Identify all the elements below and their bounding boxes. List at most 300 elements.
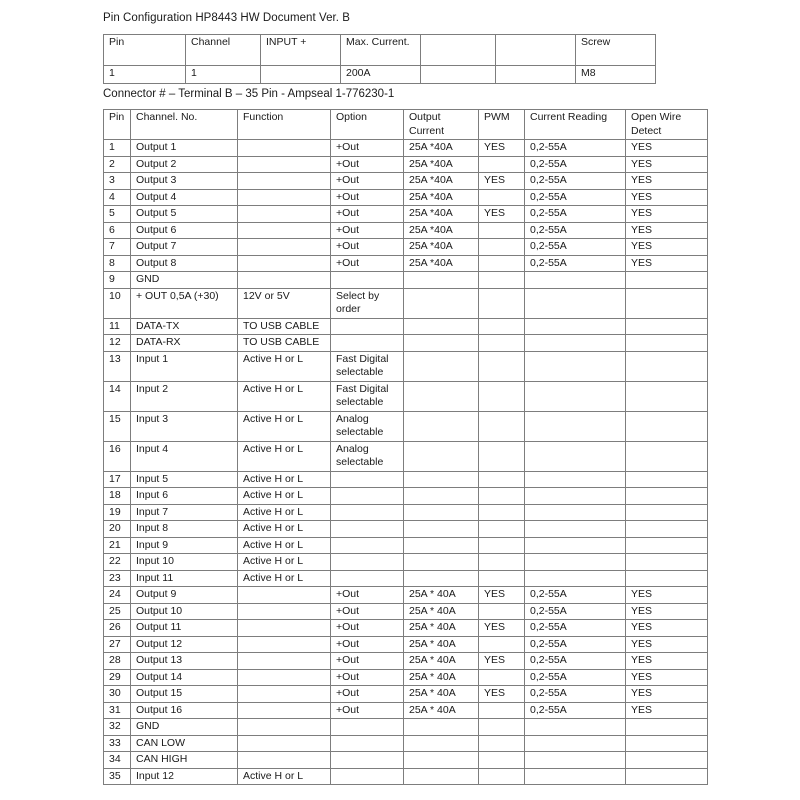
- table-cell: Output 8: [131, 255, 238, 272]
- table-cell: 0,2-55A: [525, 156, 626, 173]
- table-cell: [331, 570, 404, 587]
- column-header-7: Open Wire Detect: [626, 110, 708, 140]
- table-cell: [331, 768, 404, 785]
- table-cell: [479, 288, 525, 318]
- table-cell: [238, 140, 331, 157]
- table-cell: Analog selectable: [331, 441, 404, 471]
- table-cell: 16: [104, 441, 131, 471]
- table-cell: [525, 318, 626, 335]
- table-row: [104, 636, 708, 653]
- column-header-5: [496, 35, 576, 66]
- table-cell: 25A * 40A: [404, 669, 479, 686]
- table-cell: Fast Digital selectable: [331, 381, 404, 411]
- table-cell: 34: [104, 752, 131, 769]
- table-cell: [525, 504, 626, 521]
- table-cell: [479, 222, 525, 239]
- table-cell: [238, 603, 331, 620]
- table-cell: 8: [104, 255, 131, 272]
- table-cell: DATA-TX: [131, 318, 238, 335]
- table-cell: 0,2-55A: [525, 587, 626, 604]
- table-cell: [525, 537, 626, 554]
- table-cell: Analog selectable: [331, 411, 404, 441]
- table-cell: [626, 537, 708, 554]
- table-cell: YES: [626, 603, 708, 620]
- table-cell: [525, 768, 626, 785]
- table-cell: [238, 752, 331, 769]
- table-cell: 0,2-55A: [525, 686, 626, 703]
- table-cell: [238, 173, 331, 190]
- column-header-0: Pin: [104, 35, 186, 66]
- table-cell: 5: [104, 206, 131, 223]
- table-cell: [404, 752, 479, 769]
- table-cell: [525, 521, 626, 538]
- table-cell: 0,2-55A: [525, 603, 626, 620]
- table-cell: Output 16: [131, 702, 238, 719]
- table-cell: [479, 768, 525, 785]
- table-cell: 0,2-55A: [525, 669, 626, 686]
- table-cell: 4: [104, 189, 131, 206]
- table-cell: Input 1: [131, 351, 238, 381]
- table-cell: YES: [626, 702, 708, 719]
- table-cell: YES: [626, 173, 708, 190]
- table-row: [104, 620, 708, 637]
- connector-caption: Connector # – Terminal B – 35 Pin - Ampseal 1-776230-1: [103, 88, 395, 100]
- table-cell: YES: [626, 239, 708, 256]
- table-cell: [238, 206, 331, 223]
- table-cell: [479, 537, 525, 554]
- table-cell: Output 2: [131, 156, 238, 173]
- table-cell: 25A * 40A: [404, 702, 479, 719]
- table-cell: 25A *40A: [404, 140, 479, 157]
- table-cell: +Out: [331, 255, 404, 272]
- table-cell: 25A *40A: [404, 239, 479, 256]
- table-cell: 26: [104, 620, 131, 637]
- table-cell: [626, 381, 708, 411]
- table-cell: [404, 335, 479, 352]
- table-cell: [479, 554, 525, 571]
- table-cell: 0,2-55A: [525, 206, 626, 223]
- table-cell: 0,2-55A: [525, 620, 626, 637]
- table-cell: 25A * 40A: [404, 587, 479, 604]
- table-cell: 15: [104, 411, 131, 441]
- table-cell: YES: [479, 620, 525, 637]
- table-cell: [626, 752, 708, 769]
- table-cell: [404, 272, 479, 289]
- table-row: [104, 488, 708, 505]
- table-row: [104, 173, 708, 190]
- table-cell: [238, 620, 331, 637]
- table-cell: 22: [104, 554, 131, 571]
- table-cell: [626, 351, 708, 381]
- table-cell: [479, 488, 525, 505]
- table-cell: [479, 669, 525, 686]
- column-header-0: Pin: [104, 110, 131, 140]
- table-cell: [404, 537, 479, 554]
- table-cell: 0,2-55A: [525, 222, 626, 239]
- table-cell: 11: [104, 318, 131, 335]
- table-cell: YES: [626, 587, 708, 604]
- table-cell: [404, 318, 479, 335]
- table-cell: [525, 411, 626, 441]
- table-cell: +Out: [331, 620, 404, 637]
- table-cell: [238, 222, 331, 239]
- table-cell: Output 4: [131, 189, 238, 206]
- table-cell: [421, 66, 496, 84]
- table-cell: [525, 488, 626, 505]
- table-row: [104, 335, 708, 352]
- table-cell: [404, 441, 479, 471]
- table-cell: [525, 471, 626, 488]
- table-cell: 25A *40A: [404, 222, 479, 239]
- column-header-1: Channel. No.: [131, 110, 238, 140]
- table-cell: 25A *40A: [404, 173, 479, 190]
- table-cell: 27: [104, 636, 131, 653]
- table-cell: +Out: [331, 239, 404, 256]
- table-cell: TO USB CABLE: [238, 335, 331, 352]
- table-cell: 25A * 40A: [404, 686, 479, 703]
- table-cell: YES: [479, 587, 525, 604]
- column-header-5: PWM: [479, 110, 525, 140]
- table-cell: 0,2-55A: [525, 140, 626, 157]
- table-cell: +Out: [331, 669, 404, 686]
- table-cell: [626, 735, 708, 752]
- table-cell: [479, 636, 525, 653]
- column-header-6: Screw: [576, 35, 656, 66]
- column-header-6: Current Reading: [525, 110, 626, 140]
- table-cell: Fast Digital selectable: [331, 351, 404, 381]
- table-cell: 0,2-55A: [525, 239, 626, 256]
- table-cell: [238, 636, 331, 653]
- table-row: [104, 351, 708, 381]
- table-row: [104, 768, 708, 785]
- table-cell: Input 8: [131, 521, 238, 538]
- table-cell: YES: [626, 140, 708, 157]
- table-row: [104, 686, 708, 703]
- table-cell: [626, 272, 708, 289]
- table-cell: YES: [626, 255, 708, 272]
- table-cell: [331, 554, 404, 571]
- table-cell: [626, 288, 708, 318]
- table-cell: [479, 272, 525, 289]
- column-header-3: Max. Current.: [341, 35, 421, 66]
- table-cell: [331, 735, 404, 752]
- table-cell: TO USB CABLE: [238, 318, 331, 335]
- table-row: [104, 719, 708, 736]
- table-cell: [626, 471, 708, 488]
- table-cell: [238, 272, 331, 289]
- table-cell: +Out: [331, 222, 404, 239]
- table-cell: [626, 335, 708, 352]
- table-cell: [404, 471, 479, 488]
- table-cell: [479, 318, 525, 335]
- table-cell: [626, 570, 708, 587]
- table-cell: 28: [104, 653, 131, 670]
- table-cell: Active H or L: [238, 351, 331, 381]
- table-cell: Select by order: [331, 288, 404, 318]
- table-row: [104, 603, 708, 620]
- table-cell: +Out: [331, 587, 404, 604]
- table-cell: Active H or L: [238, 471, 331, 488]
- table-cell: [238, 702, 331, 719]
- table-cell: +Out: [331, 173, 404, 190]
- table-cell: [479, 441, 525, 471]
- table-cell: [404, 521, 479, 538]
- table-cell: Input 2: [131, 381, 238, 411]
- table-row: [104, 587, 708, 604]
- table-cell: 1: [186, 66, 261, 84]
- table-cell: Input 12: [131, 768, 238, 785]
- table-cell: [479, 471, 525, 488]
- table-cell: Output 3: [131, 173, 238, 190]
- table-cell: 0,2-55A: [525, 653, 626, 670]
- table-row: [104, 702, 708, 719]
- table-cell: +Out: [331, 603, 404, 620]
- table-cell: YES: [479, 653, 525, 670]
- table-cell: YES: [626, 156, 708, 173]
- table-cell: 25A *40A: [404, 255, 479, 272]
- table-cell: Output 12: [131, 636, 238, 653]
- table-cell: 18: [104, 488, 131, 505]
- table-cell: [331, 752, 404, 769]
- table-cell: +Out: [331, 702, 404, 719]
- table-cell: [525, 272, 626, 289]
- table-cell: Output 10: [131, 603, 238, 620]
- table-cell: 0,2-55A: [525, 189, 626, 206]
- table-cell: YES: [479, 686, 525, 703]
- table-cell: Input 10: [131, 554, 238, 571]
- table-cell: 25A *40A: [404, 156, 479, 173]
- table-cell: [525, 570, 626, 587]
- table-row: [104, 156, 708, 173]
- column-header-1: Channel: [186, 35, 261, 66]
- column-header-3: Option: [331, 110, 404, 140]
- table-cell: [404, 488, 479, 505]
- table-cell: 29: [104, 669, 131, 686]
- table-cell: YES: [479, 206, 525, 223]
- table-cell: YES: [626, 206, 708, 223]
- column-header-2: Function: [238, 110, 331, 140]
- table-cell: 7: [104, 239, 131, 256]
- table-cell: YES: [626, 620, 708, 637]
- table-cell: Output 11: [131, 620, 238, 637]
- table-cell: Input 4: [131, 441, 238, 471]
- table-cell: 10: [104, 288, 131, 318]
- table-cell: GND: [131, 272, 238, 289]
- table-cell: [331, 318, 404, 335]
- table-row: [104, 537, 708, 554]
- table-cell: YES: [626, 686, 708, 703]
- table-cell: CAN HIGH: [131, 752, 238, 769]
- table-cell: [238, 255, 331, 272]
- table-cell: 6: [104, 222, 131, 239]
- table-header-row: [104, 110, 708, 140]
- pin-configuration-table: [103, 109, 708, 785]
- table-cell: Active H or L: [238, 488, 331, 505]
- table-row: [104, 318, 708, 335]
- table-cell: [331, 521, 404, 538]
- table-cell: [238, 653, 331, 670]
- table-cell: [525, 381, 626, 411]
- table-cell: [331, 537, 404, 554]
- table-cell: Output 13: [131, 653, 238, 670]
- table-cell: 1: [104, 140, 131, 157]
- table-row: [104, 381, 708, 411]
- table-cell: +Out: [331, 206, 404, 223]
- table-cell: [404, 411, 479, 441]
- table-cell: [496, 66, 576, 84]
- table-cell: [404, 288, 479, 318]
- table-cell: Input 5: [131, 471, 238, 488]
- table-cell: [479, 239, 525, 256]
- table-cell: [626, 441, 708, 471]
- table-cell: YES: [626, 222, 708, 239]
- table-cell: Input 6: [131, 488, 238, 505]
- table-cell: [479, 335, 525, 352]
- table-cell: 0,2-55A: [525, 255, 626, 272]
- table-cell: [479, 603, 525, 620]
- table-cell: [404, 768, 479, 785]
- table-cell: 25A * 40A: [404, 620, 479, 637]
- table-cell: 12: [104, 335, 131, 352]
- table-cell: [404, 719, 479, 736]
- table-cell: [525, 554, 626, 571]
- table-row: [104, 441, 708, 471]
- table-cell: [525, 335, 626, 352]
- table-cell: 17: [104, 471, 131, 488]
- table-row: [104, 752, 708, 769]
- table-cell: [238, 239, 331, 256]
- table-cell: [479, 255, 525, 272]
- table-cell: Active H or L: [238, 381, 331, 411]
- table-cell: [331, 272, 404, 289]
- table-cell: [626, 504, 708, 521]
- table-cell: 23: [104, 570, 131, 587]
- table-cell: [479, 735, 525, 752]
- table-cell: 13: [104, 351, 131, 381]
- table-cell: [626, 768, 708, 785]
- table-row: [104, 504, 708, 521]
- table-cell: 20: [104, 521, 131, 538]
- table-cell: [525, 288, 626, 318]
- table-cell: 1: [104, 66, 186, 84]
- table-cell: [525, 351, 626, 381]
- table-row: [104, 206, 708, 223]
- table-row: [104, 653, 708, 670]
- table-cell: Active H or L: [238, 411, 331, 441]
- table-cell: 14: [104, 381, 131, 411]
- table-cell: [331, 471, 404, 488]
- table-cell: [626, 411, 708, 441]
- table-cell: 12V or 5V: [238, 288, 331, 318]
- table-cell: [238, 587, 331, 604]
- table-cell: 200A: [341, 66, 421, 84]
- table-cell: Output 6: [131, 222, 238, 239]
- table-cell: 0,2-55A: [525, 173, 626, 190]
- table-cell: [626, 521, 708, 538]
- table-cell: 24: [104, 587, 131, 604]
- table-cell: [331, 719, 404, 736]
- table-row: [104, 239, 708, 256]
- table-cell: [238, 669, 331, 686]
- table-cell: DATA-RX: [131, 335, 238, 352]
- table-cell: 25A *40A: [404, 189, 479, 206]
- table-cell: [479, 411, 525, 441]
- table-cell: [479, 719, 525, 736]
- table-cell: [261, 66, 341, 84]
- table-cell: [238, 686, 331, 703]
- table-cell: Input 9: [131, 537, 238, 554]
- table-cell: Output 5: [131, 206, 238, 223]
- table-cell: [331, 488, 404, 505]
- table-cell: Active H or L: [238, 521, 331, 538]
- table-cell: [525, 752, 626, 769]
- table-cell: [404, 570, 479, 587]
- connector-summary-body: [104, 35, 656, 84]
- table-cell: +Out: [331, 686, 404, 703]
- table-row: [104, 222, 708, 239]
- table-cell: 3: [104, 173, 131, 190]
- table-cell: [404, 351, 479, 381]
- table-cell: YES: [626, 653, 708, 670]
- table-cell: [404, 504, 479, 521]
- table-cell: [479, 156, 525, 173]
- table-cell: GND: [131, 719, 238, 736]
- table-cell: [626, 554, 708, 571]
- table-cell: 33: [104, 735, 131, 752]
- column-header-4: Output Current: [404, 110, 479, 140]
- table-cell: [479, 702, 525, 719]
- table-row: [104, 272, 708, 289]
- table-cell: Output 15: [131, 686, 238, 703]
- table-cell: Input 3: [131, 411, 238, 441]
- table-cell: +Out: [331, 156, 404, 173]
- table-cell: [626, 488, 708, 505]
- table-cell: 35: [104, 768, 131, 785]
- table-cell: +Out: [331, 140, 404, 157]
- table-cell: 25A * 40A: [404, 603, 479, 620]
- table-cell: [626, 719, 708, 736]
- table-cell: 9: [104, 272, 131, 289]
- table-cell: [525, 719, 626, 736]
- connector-summary-table: [103, 34, 656, 84]
- table-row: [104, 669, 708, 686]
- table-cell: [404, 381, 479, 411]
- table-cell: Input 7: [131, 504, 238, 521]
- table-cell: +Out: [331, 189, 404, 206]
- table-cell: 25: [104, 603, 131, 620]
- table-cell: Input 11: [131, 570, 238, 587]
- table-row: [104, 288, 708, 318]
- table-cell: Active H or L: [238, 554, 331, 571]
- table-cell: YES: [479, 140, 525, 157]
- table-cell: 25A * 40A: [404, 636, 479, 653]
- table-cell: Output 14: [131, 669, 238, 686]
- table-cell: [404, 554, 479, 571]
- table-row: [104, 189, 708, 206]
- table-cell: Active H or L: [238, 504, 331, 521]
- table-row: [104, 471, 708, 488]
- table-cell: Active H or L: [238, 570, 331, 587]
- table-row: [104, 140, 708, 157]
- table-row: [104, 66, 656, 84]
- table-cell: [479, 504, 525, 521]
- table-cell: Output 7: [131, 239, 238, 256]
- table-cell: [238, 156, 331, 173]
- table-cell: 2: [104, 156, 131, 173]
- table-cell: [479, 381, 525, 411]
- table-cell: Output 1: [131, 140, 238, 157]
- table-row: [104, 570, 708, 587]
